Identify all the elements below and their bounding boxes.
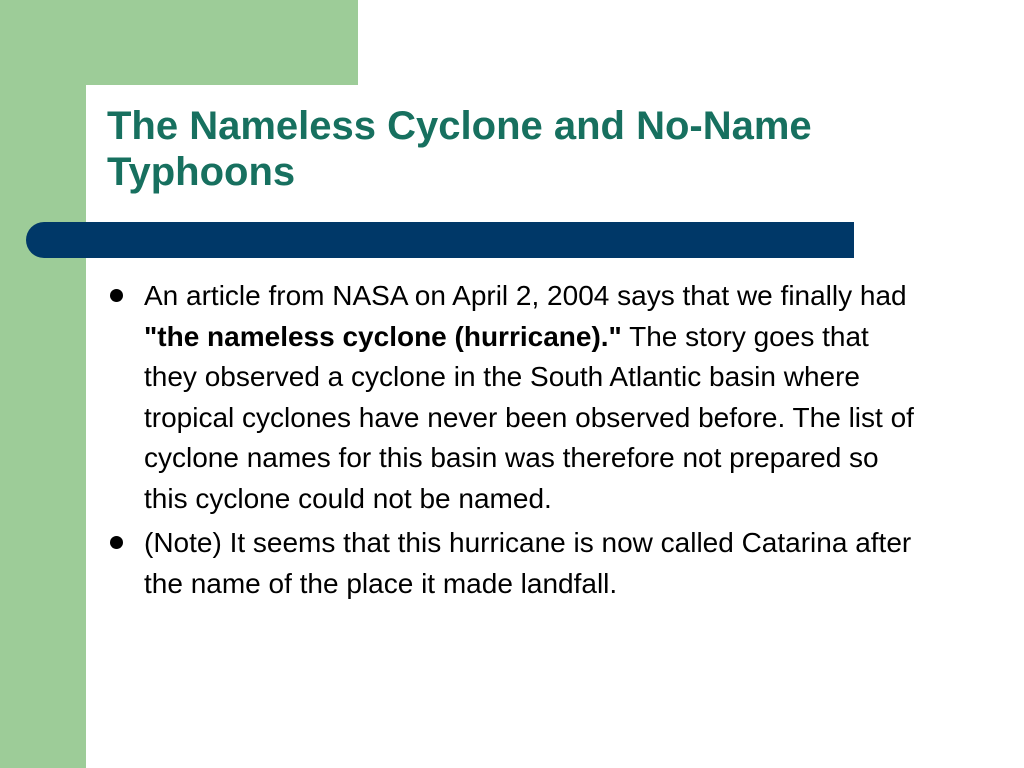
bullet-2-text: (Note) It seems that this hurricane is now called Catarina after the name of the place it made landfall. — [144, 527, 912, 599]
bullet-1-bold-quote: "the nameless cyclone (hurricane)." — [144, 320, 622, 352]
green-top-panel — [0, 0, 358, 85]
title-divider-bar — [26, 222, 854, 258]
bullet-dot-icon — [110, 289, 123, 302]
green-side-panel — [0, 0, 86, 768]
bullet-dot-icon — [110, 536, 123, 549]
bullet-1-text-before: An article from NASA on April 2, 2004 says that we finally had — [144, 280, 907, 311]
bullet-1-text-after: The story goes that they observed a cyclone in the South Atlantic basin where tropical cyclones have never been observed before. The list of cyclone names for this basin was therefore not prepared so this cyclone could not be named. — [144, 320, 914, 514]
bullet-item-2 — [107, 523, 927, 604]
bullet-item-1 — [107, 276, 927, 519]
slide-title: The Nameless Cyclone and No-Name Typhoons — [107, 104, 812, 194]
bullet-list — [107, 276, 927, 608]
